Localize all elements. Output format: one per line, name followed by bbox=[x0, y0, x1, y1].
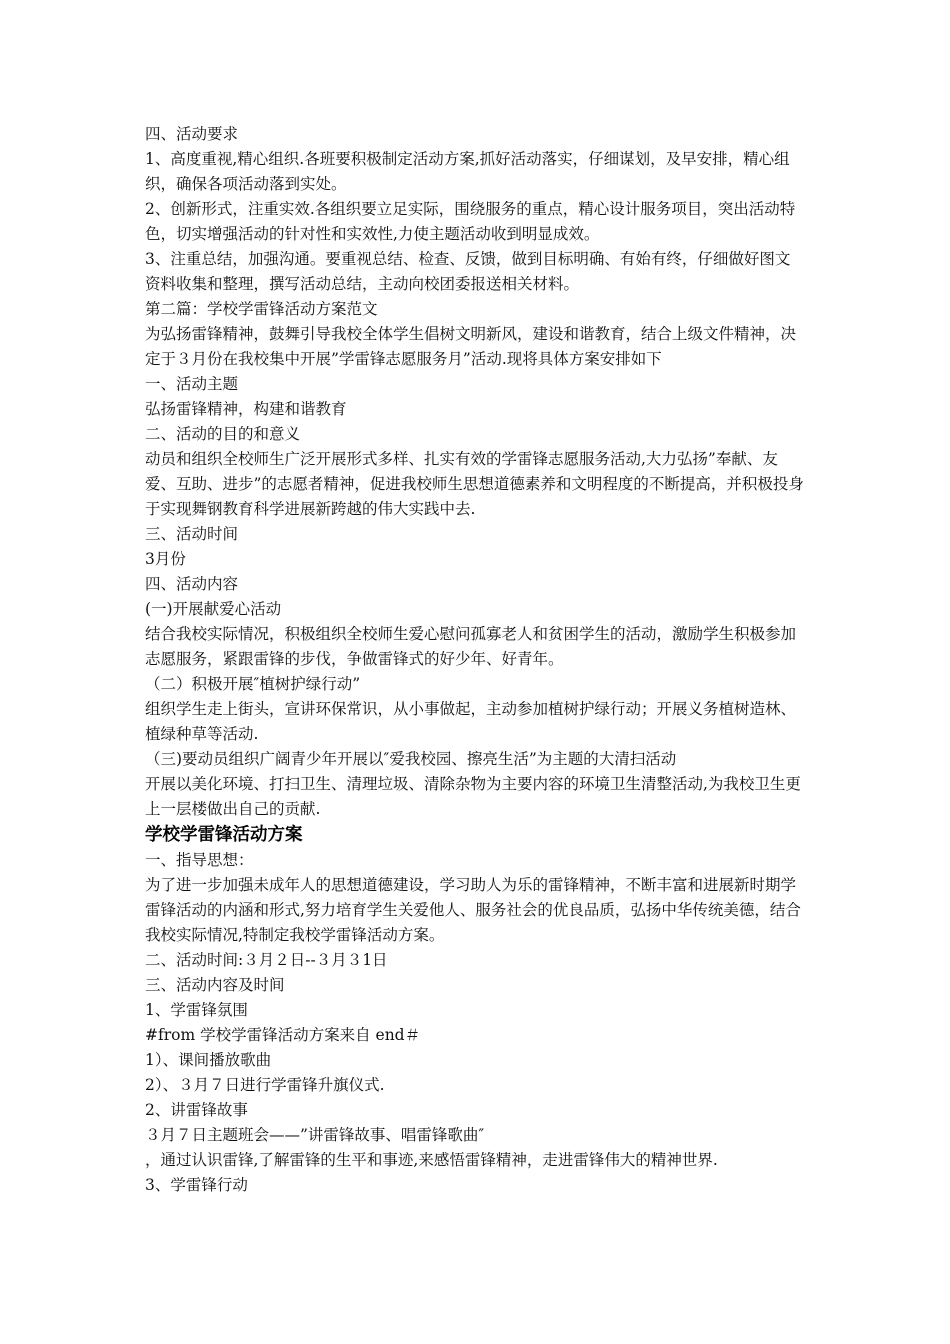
paragraph: 弘扬雷锋精神，构建和谐教育 bbox=[145, 400, 347, 418]
section-title: 二、活动的目的和意义 bbox=[145, 425, 301, 443]
list-item: 2）、３月７日进行学雷锋升旗仪式. bbox=[145, 1076, 385, 1094]
document-body bbox=[145, 122, 805, 1198]
paragraph: 动员和组织全校师生广泛开展形式多样、扎实有效的学雷锋志愿服务活动,大力弘扬”奉献、友爱、互助、进步”的志愿者精神，促进我校师生思想道德素养和文明程度的不断提高，并积极投身于实现舞钢教育科学进展新跨越的伟大实践中去. bbox=[145, 450, 804, 518]
paragraph: 为弘扬雷锋精神，鼓舞引导我校全体学生倡树文明新风，建设和谐教育，结合上级文件精神，决定于３月份在我校集中开展”学雷锋志愿服务月”活动.现将具体方案安排如下 bbox=[145, 325, 797, 368]
paragraph: 结合我校实际情况，积极组织全校师生爱心慰问孤寡老人和贫困学生的活动，激励学生积极参加志愿服务，紧跟雷锋的步伐，争做雷锋式的好少年、好青年。 bbox=[145, 625, 797, 668]
paragraph: 为了进一步加强未成年人的思想道德建设，学习助人为乐的雷锋精神，不断丰富和进展新时期学雷锋活动的内涵和形式,努力培育学生关爱他人、服务社会的优良品质，弘扬中华传统美德，结合我校实际情况,特制定我校学雷锋活动方案。 bbox=[145, 876, 801, 944]
section-title: 四、活动要求 bbox=[145, 125, 239, 143]
item-title: 2、讲雷锋故事 bbox=[145, 1101, 248, 1119]
item-title: 3、学雷锋行动 bbox=[145, 1176, 248, 1194]
chapter-title: 第二篇：学校学雷锋活动方案范文 bbox=[145, 300, 378, 318]
paragraph: 组织学生走上街头，宣讲环保常识，从小事做起，主动参加植树护绿行动；开展义务植树造林、植绿种草等活动. bbox=[145, 700, 797, 743]
source-marker: #from 学校学雷锋活动方案来自 end＃ bbox=[145, 1026, 421, 1044]
paragraph: 2、创新形式，注重实效.各组织要立足实际，围绕服务的重点，精心设计服务项目，突出活动特色，切实增强活动的针对性和实效性,力使主题活动收到明显成效。 bbox=[145, 200, 796, 243]
paragraph: 3月份 bbox=[145, 550, 186, 568]
item-title: （二）积极开展″植树护绿行动” bbox=[145, 675, 361, 693]
section-title: 一、活动主题 bbox=[145, 375, 239, 393]
section-title: 三、活动内容及时间 bbox=[145, 976, 285, 994]
paragraph: 1、高度重视,精心组织.各班要积极制定活动方案,抓好活动落实，仔细谋划，及早安排，精心组织，确保各项活动落到实处。 bbox=[145, 150, 790, 193]
paragraph: 开展以美化环境、打扫卫生、清理垃圾、清除杂物为主要内容的环境卫生清整活动,为我校卫生更上一层楼做出自己的贡献. bbox=[145, 775, 801, 818]
item-title: 1、学雷锋氛围 bbox=[145, 1001, 248, 1019]
list-item: 1）、课间播放歌曲 bbox=[145, 1051, 272, 1069]
item-title: (一)开展献爱心活动 bbox=[145, 600, 282, 618]
paragraph: 3、注重总结，加强沟通。要重视总结、检查、反馈，做到目标明确、有始有终，仔细做好图文资料收集和整理，撰写活动总结，主动向校团委报送相关材料。 bbox=[145, 250, 791, 293]
paragraph: ，通过认识雷锋,了解雷锋的生平和事迹,来感悟雷锋精神，走进雷锋伟大的精神世界. bbox=[145, 1151, 718, 1169]
section-title: 一、指导思想： bbox=[145, 851, 254, 869]
section-title: 四、活动内容 bbox=[145, 575, 239, 593]
section-title: 二、活动时间:３月２日--３月３1日 bbox=[145, 951, 388, 969]
item-title: （三)要动员组织广阔青少年开展以″爱我校园、擦亮生活”为主题的大清扫活动 bbox=[145, 750, 677, 768]
document-heading: 学校学雷锋活动方案 bbox=[145, 825, 303, 845]
section-title: 三、活动时间 bbox=[145, 525, 239, 543]
paragraph: ３月７日主题班会——”讲雷锋故事、唱雷锋歌曲″ bbox=[145, 1126, 485, 1144]
